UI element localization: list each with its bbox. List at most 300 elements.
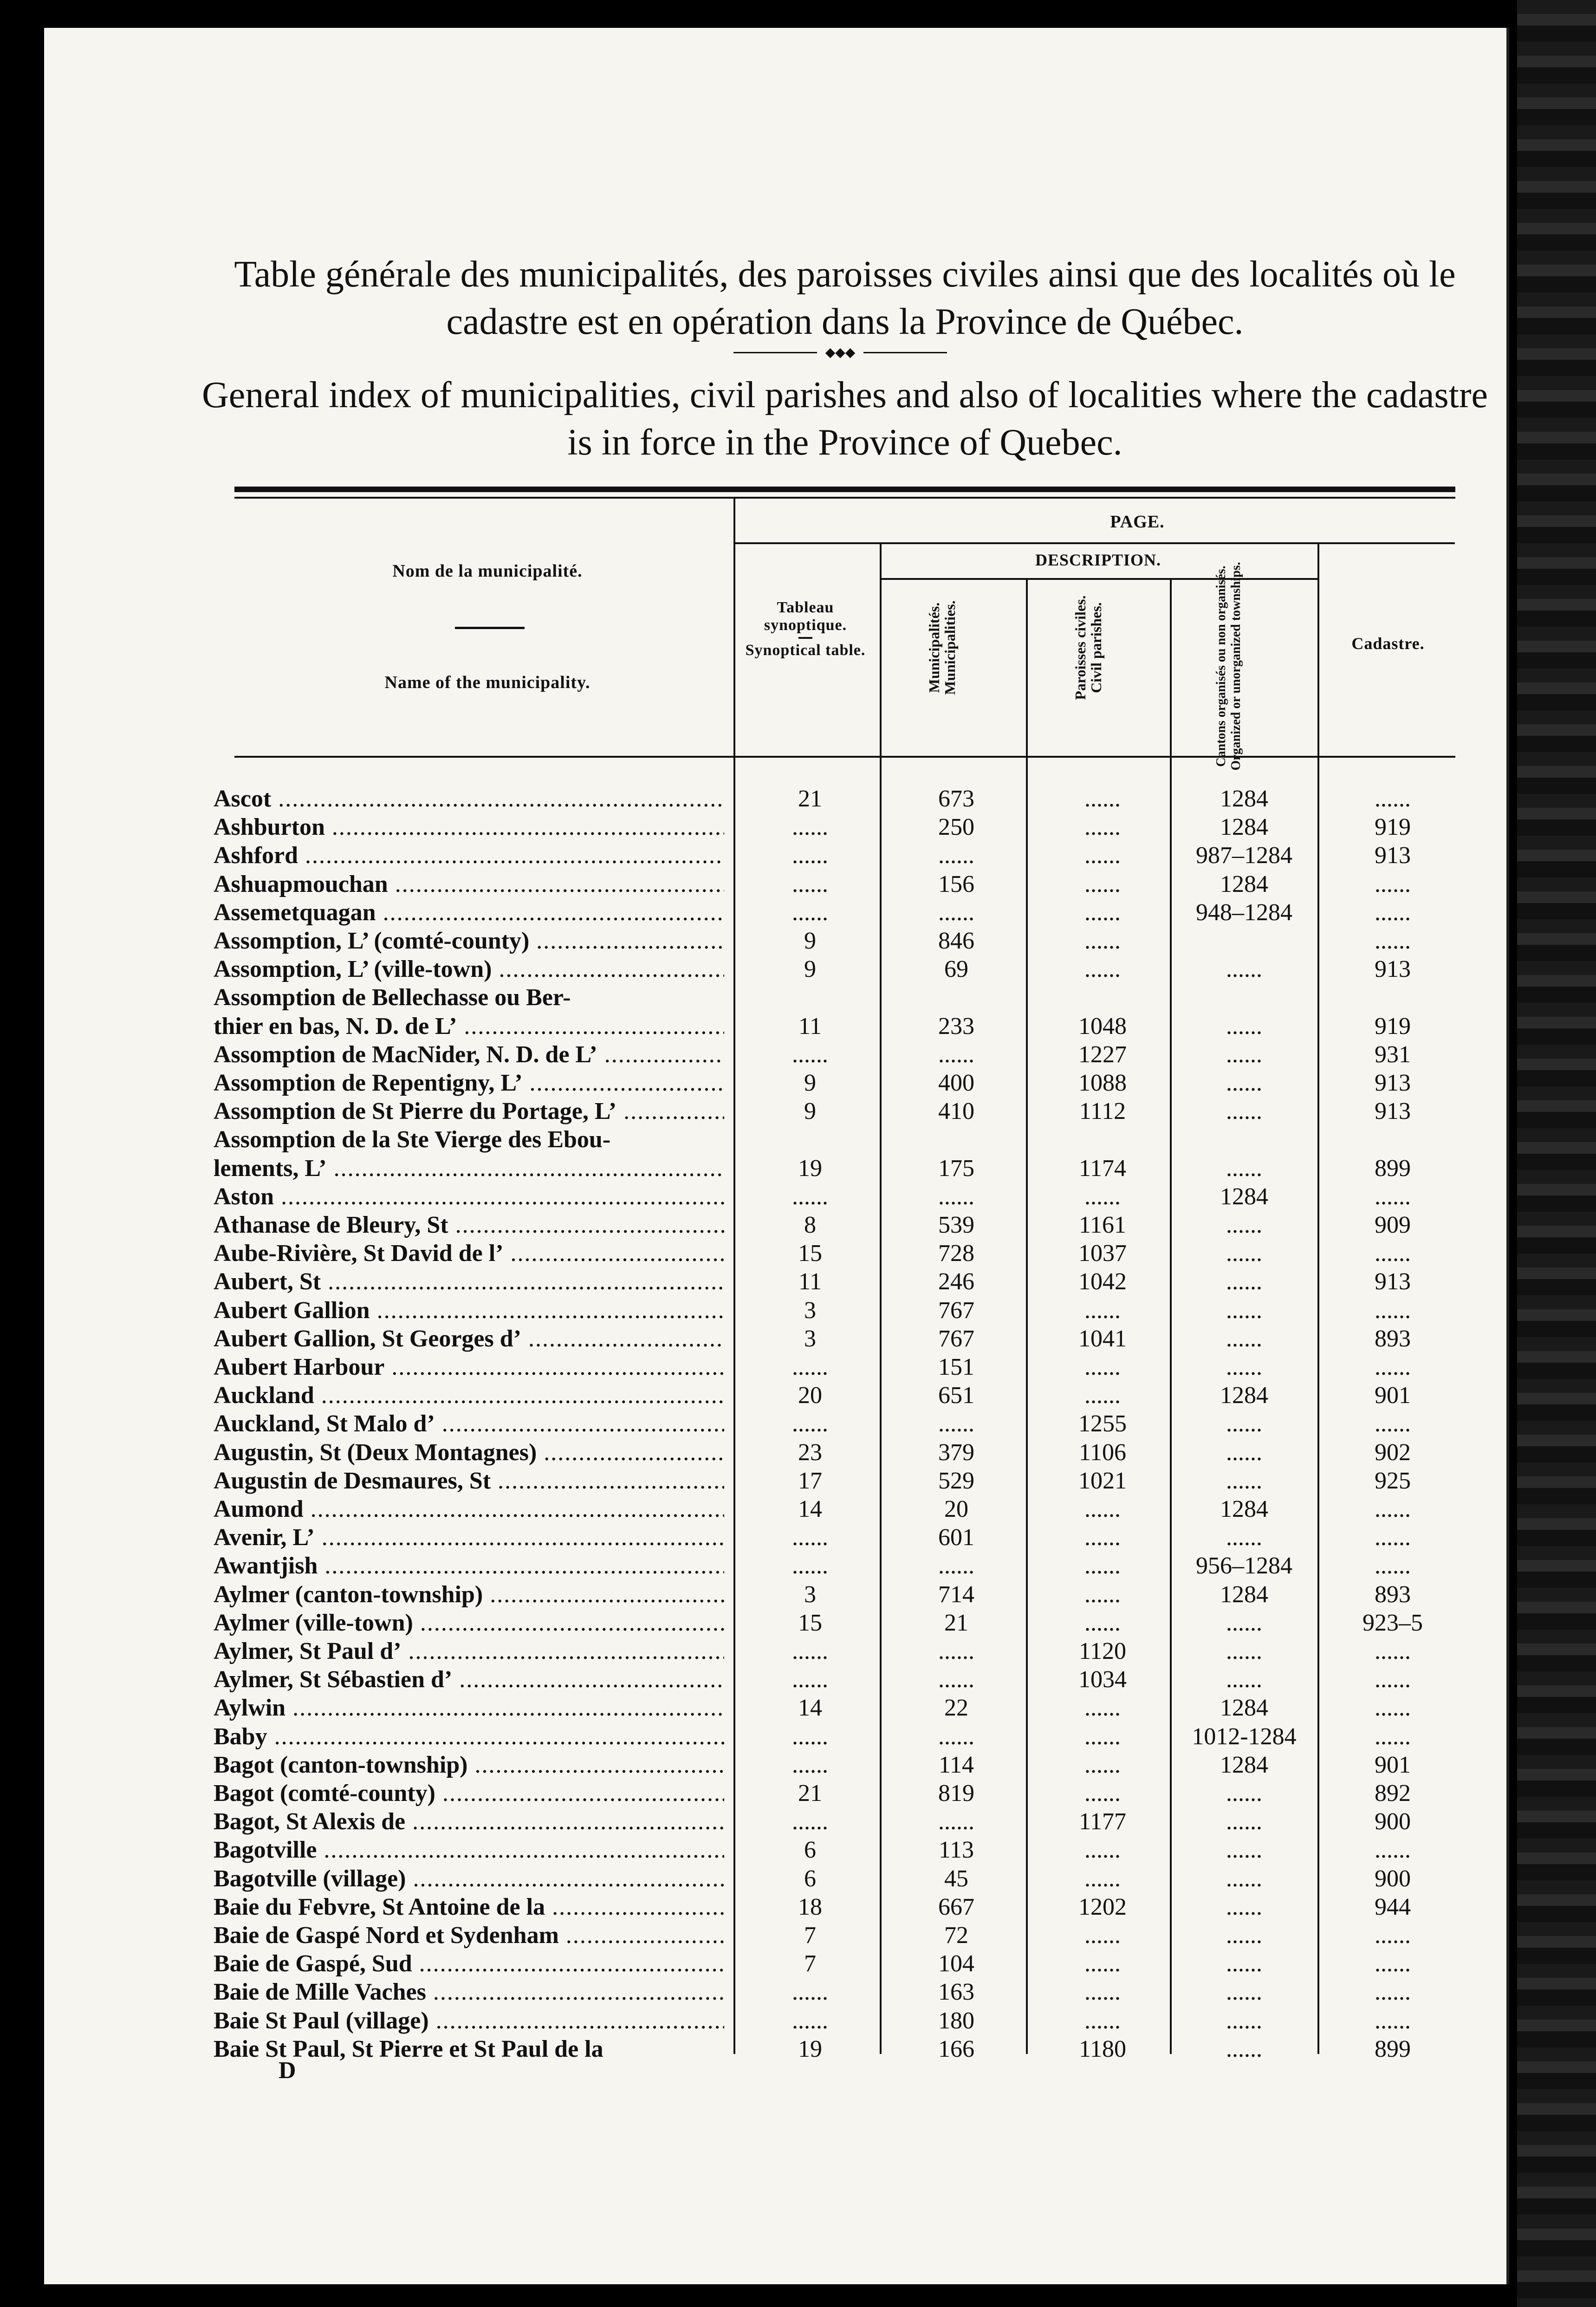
table-row [214, 1609, 1462, 1638]
row-paroisse: ...... [1084, 1780, 1121, 1807]
row-tableau: ...... [792, 1723, 828, 1750]
header-cadastre: Cadastre. [1351, 634, 1425, 653]
row-tableau: 15 [798, 1609, 822, 1636]
row-municipalite: ...... [938, 842, 974, 869]
row-name: Assomption de St Pierre du Portage, L’ ..... [214, 1097, 724, 1126]
row-name: Augustin de Desmaures, St ..... [214, 1467, 724, 1495]
ornament-divider [733, 344, 947, 360]
row-paroisse: ...... [1084, 1950, 1121, 1977]
header-tableau-fr: Tableau synoptique. [764, 599, 847, 634]
header-municipalities-en: Municipalities. [941, 600, 958, 695]
row-paroisse: 1037 [1078, 1240, 1127, 1267]
row-tableau: 3 [804, 1581, 816, 1608]
row-canton: 1284 [1220, 1751, 1268, 1778]
row-cadastre: 893 [1375, 1581, 1411, 1608]
row-cadastre: ...... [1375, 1240, 1411, 1267]
row-name: Aube-Rivière, St David de l’ ..... [214, 1239, 724, 1268]
row-canton: ...... [1226, 1325, 1262, 1352]
header-paroisses [1072, 578, 1123, 717]
table-row [214, 870, 1462, 899]
row-cadastre: ...... [1375, 1297, 1411, 1324]
header-tableau [733, 599, 877, 659]
table-row [214, 1694, 1462, 1722]
row-municipalite: 114 [938, 1751, 974, 1778]
row-tableau: 21 [798, 1780, 822, 1807]
row-municipalite: ...... [938, 1723, 974, 1750]
row-name: Aylwin ..... [214, 1694, 724, 1722]
table-row [214, 1836, 1462, 1865]
row-tableau: ...... [792, 1638, 828, 1664]
row-name: Baie St Paul (village) ..... [214, 2007, 724, 2035]
row-canton: 1284 [1220, 1581, 1268, 1608]
row-tableau: 14 [798, 1496, 822, 1522]
row-name: Ashburton ..... [214, 813, 724, 842]
header-name-french: Nom de la municipalité. [392, 561, 583, 581]
row-municipalite: 21 [944, 1609, 968, 1636]
row-tableau: 6 [804, 1865, 816, 1892]
row-cadastre: ...... [1375, 1553, 1411, 1579]
row-name: Assomption de Repentigny, L’ ..... [214, 1069, 724, 1098]
row-name: Aylmer (canton-township) ..... [214, 1580, 724, 1609]
row-municipalite: 22 [944, 1695, 968, 1722]
row-name: Aumond ..... [214, 1495, 724, 1524]
row-cadastre: ...... [1375, 1979, 1411, 2006]
table-row [214, 1438, 1462, 1467]
row-tableau: 11 [798, 1268, 822, 1295]
row-paroisse: 1042 [1078, 1268, 1127, 1295]
header-paroisses-fr: Paroisses civiles. [1072, 595, 1089, 700]
row-cadastre: 913 [1375, 956, 1411, 983]
page-header-underline [735, 542, 1455, 544]
row-paroisse: 1106 [1078, 1439, 1127, 1466]
table-row [214, 1097, 1462, 1126]
row-municipalite: 379 [938, 1439, 974, 1466]
table-row [214, 1779, 1462, 1808]
table-row [214, 1325, 1462, 1353]
table-row [214, 1523, 1462, 1552]
row-cadastre: ...... [1375, 1638, 1411, 1664]
table-row [214, 1580, 1462, 1609]
header-municipalites-fr: Municipalités. [926, 602, 942, 693]
row-cadastre: ...... [1375, 928, 1411, 954]
table-row [214, 1239, 1462, 1268]
scan-edge-shadow [1517, 0, 1596, 2307]
row-name: Aylmer, St Sébastien d’ ..... [214, 1665, 724, 1694]
row-municipalite: 601 [938, 1524, 974, 1551]
row-cadastre: 913 [1375, 1070, 1411, 1096]
table-row [214, 1296, 1462, 1325]
row-name: Assomption, L’ (comté-county) ..... [214, 927, 724, 955]
table-row [214, 2035, 1462, 2064]
row-cadastre: 902 [1375, 1439, 1411, 1466]
row-paroisse: ...... [1084, 1382, 1121, 1409]
row-tableau: ...... [792, 1979, 828, 2006]
row-canton: 1284 [1220, 1382, 1268, 1409]
row-municipalite: 529 [938, 1467, 974, 1494]
table-row [214, 1637, 1462, 1666]
row-cadastre: 893 [1375, 1325, 1411, 1352]
row-tableau: 7 [804, 1950, 816, 1977]
row-name: Avenir, L’ ..... [214, 1523, 724, 1552]
table-row [214, 1410, 1462, 1438]
row-name: Ashford ..... [214, 841, 724, 870]
row-paroisse: 1202 [1078, 1893, 1127, 1920]
row-tableau: ...... [792, 814, 828, 841]
row-cadastre: ...... [1375, 1723, 1411, 1750]
row-cadastre: 901 [1375, 1751, 1411, 1778]
table-row [214, 1125, 1462, 1154]
row-tableau: ...... [792, 1808, 828, 1835]
row-canton: 1284 [1220, 786, 1268, 812]
row-name: Bagot (comté-county) ..... [214, 1779, 724, 1808]
row-municipalite: 767 [938, 1297, 974, 1324]
row-name: Assomption de MacNider, N. D. de L’ ..... [214, 1040, 724, 1069]
row-paroisse: ...... [1084, 842, 1121, 869]
row-canton: ...... [1226, 1524, 1262, 1551]
row-tableau: ...... [792, 1410, 828, 1437]
table-row [214, 898, 1462, 927]
row-cadastre: 901 [1375, 1382, 1411, 1409]
row-municipalite: 104 [938, 1950, 974, 1977]
table-row [214, 1040, 1462, 1069]
ornament-line-left [733, 352, 817, 353]
row-canton: ...... [1226, 1922, 1262, 1949]
row-tableau: ...... [792, 1666, 828, 1693]
row-name: Ashuapmouchan ..... [214, 870, 724, 899]
row-paroisse: ...... [1084, 928, 1121, 954]
row-municipalite: 175 [938, 1155, 974, 1182]
header-description: DESCRIPTION. [1035, 551, 1161, 569]
row-cadastre: ...... [1375, 1496, 1411, 1522]
header-rule-thin [234, 497, 1455, 499]
row-municipalite: 20 [944, 1496, 968, 1522]
row-canton: 1284 [1220, 1695, 1268, 1722]
row-paroisse: 1112 [1079, 1098, 1126, 1125]
row-paroisse: ...... [1084, 1837, 1121, 1864]
row-canton: 956–1284 [1196, 1553, 1292, 1579]
table-row [214, 813, 1462, 842]
row-cadastre: ...... [1375, 1837, 1411, 1864]
row-tableau: 9 [804, 956, 816, 983]
row-municipalite: 819 [938, 1780, 974, 1807]
row-paroisse: 1041 [1078, 1325, 1127, 1352]
row-paroisse: ...... [1084, 1524, 1121, 1551]
row-municipalite: ...... [938, 1666, 974, 1693]
row-canton: 987–1284 [1196, 842, 1292, 869]
row-paroisse: 1177 [1078, 1808, 1127, 1835]
row-name: Bagot, St Alexis de ..... [214, 1807, 724, 1836]
row-tableau: 18 [798, 1893, 822, 1920]
row-municipalite: ...... [938, 1553, 974, 1579]
row-tableau: ...... [792, 1041, 828, 1068]
header-civil-parishes-en: Civil parishes. [1088, 602, 1104, 693]
row-canton: ...... [1226, 1439, 1262, 1466]
row-cadastre: 900 [1375, 1865, 1411, 1892]
header-municipalites [926, 580, 977, 715]
row-tableau: 17 [798, 1467, 822, 1494]
row-tableau: 15 [798, 1240, 822, 1267]
table-row [214, 785, 1462, 813]
row-name: Aubert, St ..... [214, 1267, 724, 1296]
row-paroisse: ...... [1084, 1865, 1121, 1892]
row-name: Baie de Gaspé, Sud ..... [214, 1950, 724, 1978]
row-name: lements, L’ ..... [214, 1154, 724, 1183]
row-canton: ...... [1226, 1410, 1262, 1437]
row-name: Auckland, St Malo d’ ..... [214, 1410, 724, 1438]
row-canton: ...... [1226, 1268, 1262, 1295]
row-paroisse: ...... [1084, 1553, 1121, 1579]
table-row [214, 1552, 1462, 1580]
row-paroisse: ...... [1084, 1695, 1121, 1722]
row-cadastre: 944 [1375, 1893, 1411, 1920]
table-row [214, 1893, 1462, 1922]
ornament-diamonds: ◆◆◆ [825, 344, 856, 360]
row-municipalite: 151 [938, 1354, 974, 1380]
table-row [214, 927, 1462, 955]
row-paroisse: ...... [1084, 1751, 1121, 1778]
row-municipalite: 45 [944, 1865, 968, 1892]
row-paroisse: ...... [1084, 814, 1121, 841]
row-cadastre: ...... [1375, 1183, 1411, 1210]
row-canton: ...... [1226, 1354, 1262, 1380]
row-paroisse: 1120 [1078, 1638, 1127, 1664]
row-paroisse: ...... [1084, 1979, 1121, 2006]
row-cadastre: ...... [1375, 1695, 1411, 1722]
row-paroisse: 1255 [1078, 1410, 1127, 1437]
row-paroisse: ...... [1084, 899, 1121, 926]
row-paroisse: ...... [1084, 1922, 1121, 1949]
row-municipalite: ...... [938, 1041, 974, 1068]
row-municipalite: 69 [944, 956, 968, 983]
row-cadastre: 892 [1375, 1780, 1411, 1807]
table-row [214, 1267, 1462, 1296]
row-municipalite: 72 [944, 1922, 968, 1949]
row-municipalite: 246 [938, 1268, 974, 1295]
row-tableau: 9 [804, 1098, 816, 1125]
row-cadastre: 919 [1375, 814, 1411, 841]
row-municipalite: 410 [938, 1098, 974, 1125]
table-row [214, 1154, 1462, 1183]
table-row [214, 841, 1462, 870]
table-row [214, 1069, 1462, 1098]
row-name: thier en bas, N. D. de L’ ..... [214, 1012, 724, 1041]
row-name: Assemetquagan ..... [214, 898, 724, 927]
ornament-line-right [863, 352, 947, 353]
row-cadastre: 925 [1375, 1467, 1411, 1494]
row-municipalite: 113 [938, 1837, 974, 1864]
row-tableau: ...... [792, 1524, 828, 1551]
row-paroisse: 1021 [1078, 1467, 1127, 1494]
table-row [214, 1211, 1462, 1240]
header-cantons [1214, 557, 1274, 775]
row-name: Baie St Paul, St Pierre et St Paul de la [214, 2035, 603, 2062]
row-tableau: 20 [798, 1382, 822, 1409]
row-tableau: 19 [798, 1155, 822, 1182]
row-paroisse: ...... [1084, 871, 1121, 897]
row-name: Augustin, St (Deux Montagnes) ..... [214, 1438, 724, 1467]
table-row [214, 1183, 1462, 1211]
table-row [214, 1012, 1462, 1041]
row-paroisse: 1180 [1078, 2035, 1127, 2062]
signature-mark: D [279, 2057, 296, 2084]
row-paroisse: 1161 [1078, 1212, 1127, 1238]
row-cadastre: 899 [1375, 1155, 1411, 1182]
table-row [214, 1665, 1462, 1694]
row-name: Ascot ..... [214, 785, 724, 813]
row-municipalite: 714 [938, 1581, 974, 1608]
row-municipalite: ...... [938, 1183, 974, 1210]
row-name: Baie de Gaspé Nord et Sydenham ..... [214, 1921, 724, 1950]
row-municipalite: 180 [938, 2007, 974, 2034]
row-paroisse: ...... [1084, 1581, 1121, 1608]
row-cadastre: 913 [1375, 842, 1411, 869]
row-cadastre: ...... [1375, 786, 1411, 812]
row-tableau: 21 [798, 786, 822, 812]
row-tableau: ...... [792, 1354, 828, 1380]
row-name: Assomption de Bellechasse ou Ber- [214, 984, 571, 1011]
header-tableau-en: Synoptical table. [745, 642, 866, 659]
header-name-english: Name of the municipality. [384, 673, 590, 692]
row-cadastre: ...... [1375, 1410, 1411, 1437]
row-canton: ...... [1226, 1467, 1262, 1494]
row-canton: ...... [1226, 1893, 1262, 1920]
row-name: Aubert Harbour ..... [214, 1353, 724, 1382]
row-tableau: ...... [792, 871, 828, 897]
header-tableau-dash [798, 637, 812, 639]
row-paroisse: ...... [1084, 956, 1121, 983]
row-paroisse: 1048 [1078, 1013, 1127, 1040]
row-tableau: 6 [804, 1837, 816, 1864]
row-cadastre: 899 [1375, 2035, 1411, 2062]
table-row [214, 955, 1462, 984]
row-cadastre: ...... [1375, 2007, 1411, 2034]
row-canton: ...... [1226, 1013, 1262, 1040]
row-tableau: 8 [804, 1212, 816, 1238]
row-canton: 1284 [1220, 1496, 1268, 1522]
row-tableau: 3 [804, 1297, 816, 1324]
row-cadastre: 919 [1375, 1013, 1411, 1040]
row-tableau: 9 [804, 1070, 816, 1096]
row-paroisse: 1227 [1078, 1041, 1127, 1068]
row-paroisse: ...... [1084, 1723, 1121, 1750]
row-paroisse: ...... [1084, 1496, 1121, 1522]
row-name: Aylmer, St Paul d’ ..... [214, 1637, 724, 1666]
row-paroisse: ...... [1084, 1354, 1121, 1380]
row-municipalite: ...... [938, 1410, 974, 1437]
row-canton: ...... [1226, 1666, 1262, 1693]
row-canton: ...... [1226, 2035, 1262, 2062]
row-canton: ...... [1226, 1865, 1262, 1892]
row-canton: ...... [1226, 1240, 1262, 1267]
table-row [214, 983, 1462, 1012]
row-tableau: 9 [804, 928, 816, 954]
row-name: Baie du Febvre, St Antoine de la ..... [214, 1893, 724, 1922]
row-canton: ...... [1226, 956, 1262, 983]
row-cadastre: ...... [1375, 1354, 1411, 1380]
row-cadastre: ...... [1375, 871, 1411, 897]
row-paroisse: 1034 [1078, 1666, 1127, 1693]
row-tableau: ...... [792, 842, 828, 869]
row-municipalite: 667 [938, 1893, 974, 1920]
table-row [214, 1751, 1462, 1780]
row-name: Aubert Gallion, St Georges d’ ..... [214, 1325, 724, 1353]
row-tableau: 3 [804, 1325, 816, 1352]
row-cadastre: 931 [1375, 1041, 1411, 1068]
row-municipalite: 156 [938, 871, 974, 897]
table-row [214, 1353, 1462, 1382]
table-row [214, 1950, 1462, 1978]
row-paroisse: ...... [1084, 1609, 1121, 1636]
row-canton: 1284 [1220, 814, 1268, 841]
row-cadastre: 913 [1375, 1268, 1411, 1295]
row-paroisse: ...... [1084, 1183, 1121, 1210]
row-canton: 1012-1284 [1192, 1723, 1297, 1750]
row-tableau: 23 [798, 1439, 822, 1466]
row-municipalite: ...... [938, 1808, 974, 1835]
row-paroisse: 1088 [1078, 1070, 1127, 1096]
row-canton: ...... [1226, 1950, 1262, 1977]
row-name: Assomption, L’ (ville-town) ..... [214, 955, 724, 984]
row-tableau: 14 [798, 1695, 822, 1722]
row-canton: 1284 [1220, 1183, 1268, 1210]
row-canton: ...... [1226, 1297, 1262, 1324]
row-canton: 948–1284 [1196, 899, 1292, 926]
row-municipalite: ...... [938, 1638, 974, 1664]
row-name: Baie de Mille Vaches ..... [214, 1978, 724, 2007]
row-municipalite: 250 [938, 814, 974, 841]
row-municipalite: 539 [938, 1212, 974, 1238]
row-canton: ...... [1226, 1638, 1262, 1664]
row-cadastre: 900 [1375, 1808, 1411, 1835]
table-row [214, 1381, 1462, 1410]
row-tableau: ...... [792, 1751, 828, 1778]
row-canton: 1284 [1220, 871, 1268, 897]
row-municipalite: 846 [938, 928, 974, 954]
row-municipalite: ...... [938, 899, 974, 926]
table-row [214, 1978, 1462, 2007]
row-municipalite: 767 [938, 1325, 974, 1352]
row-cadastre: ...... [1375, 899, 1411, 926]
row-municipalite: 400 [938, 1070, 974, 1096]
row-tableau: ...... [792, 2007, 828, 2034]
row-tableau: ...... [792, 899, 828, 926]
table-row [214, 2007, 1462, 2035]
row-name: Bagot (canton-township) ..... [214, 1751, 724, 1780]
row-canton: ...... [1226, 1041, 1262, 1068]
row-municipalite: 673 [938, 786, 974, 812]
title-english: General index of municipalities, civil parishes and also of localities where the cadastre is in force in the Province of Quebec. [201, 375, 1488, 463]
row-canton: ...... [1226, 1070, 1262, 1096]
header-page: PAGE. [1110, 512, 1165, 532]
row-name: Baby ..... [214, 1722, 724, 1751]
row-cadastre: ...... [1375, 1666, 1411, 1693]
row-cadastre: ...... [1375, 1950, 1411, 1977]
row-canton: ...... [1226, 1808, 1262, 1835]
row-name: Aubert Gallion ..... [214, 1296, 724, 1325]
row-canton: ...... [1226, 1837, 1262, 1864]
row-municipalite: 163 [938, 1979, 974, 2006]
header-rule-thick [234, 487, 1455, 492]
table-row [214, 1865, 1462, 1893]
row-canton: ...... [1226, 1979, 1262, 2006]
row-paroisse: ...... [1084, 1297, 1121, 1324]
row-tableau: ...... [792, 1183, 828, 1210]
table-row [214, 1722, 1462, 1751]
row-cadastre: 913 [1375, 1098, 1411, 1125]
row-name: Aston ..... [214, 1183, 724, 1211]
row-name: Athanase de Bleury, St ..... [214, 1211, 724, 1240]
table-row [214, 1807, 1462, 1836]
